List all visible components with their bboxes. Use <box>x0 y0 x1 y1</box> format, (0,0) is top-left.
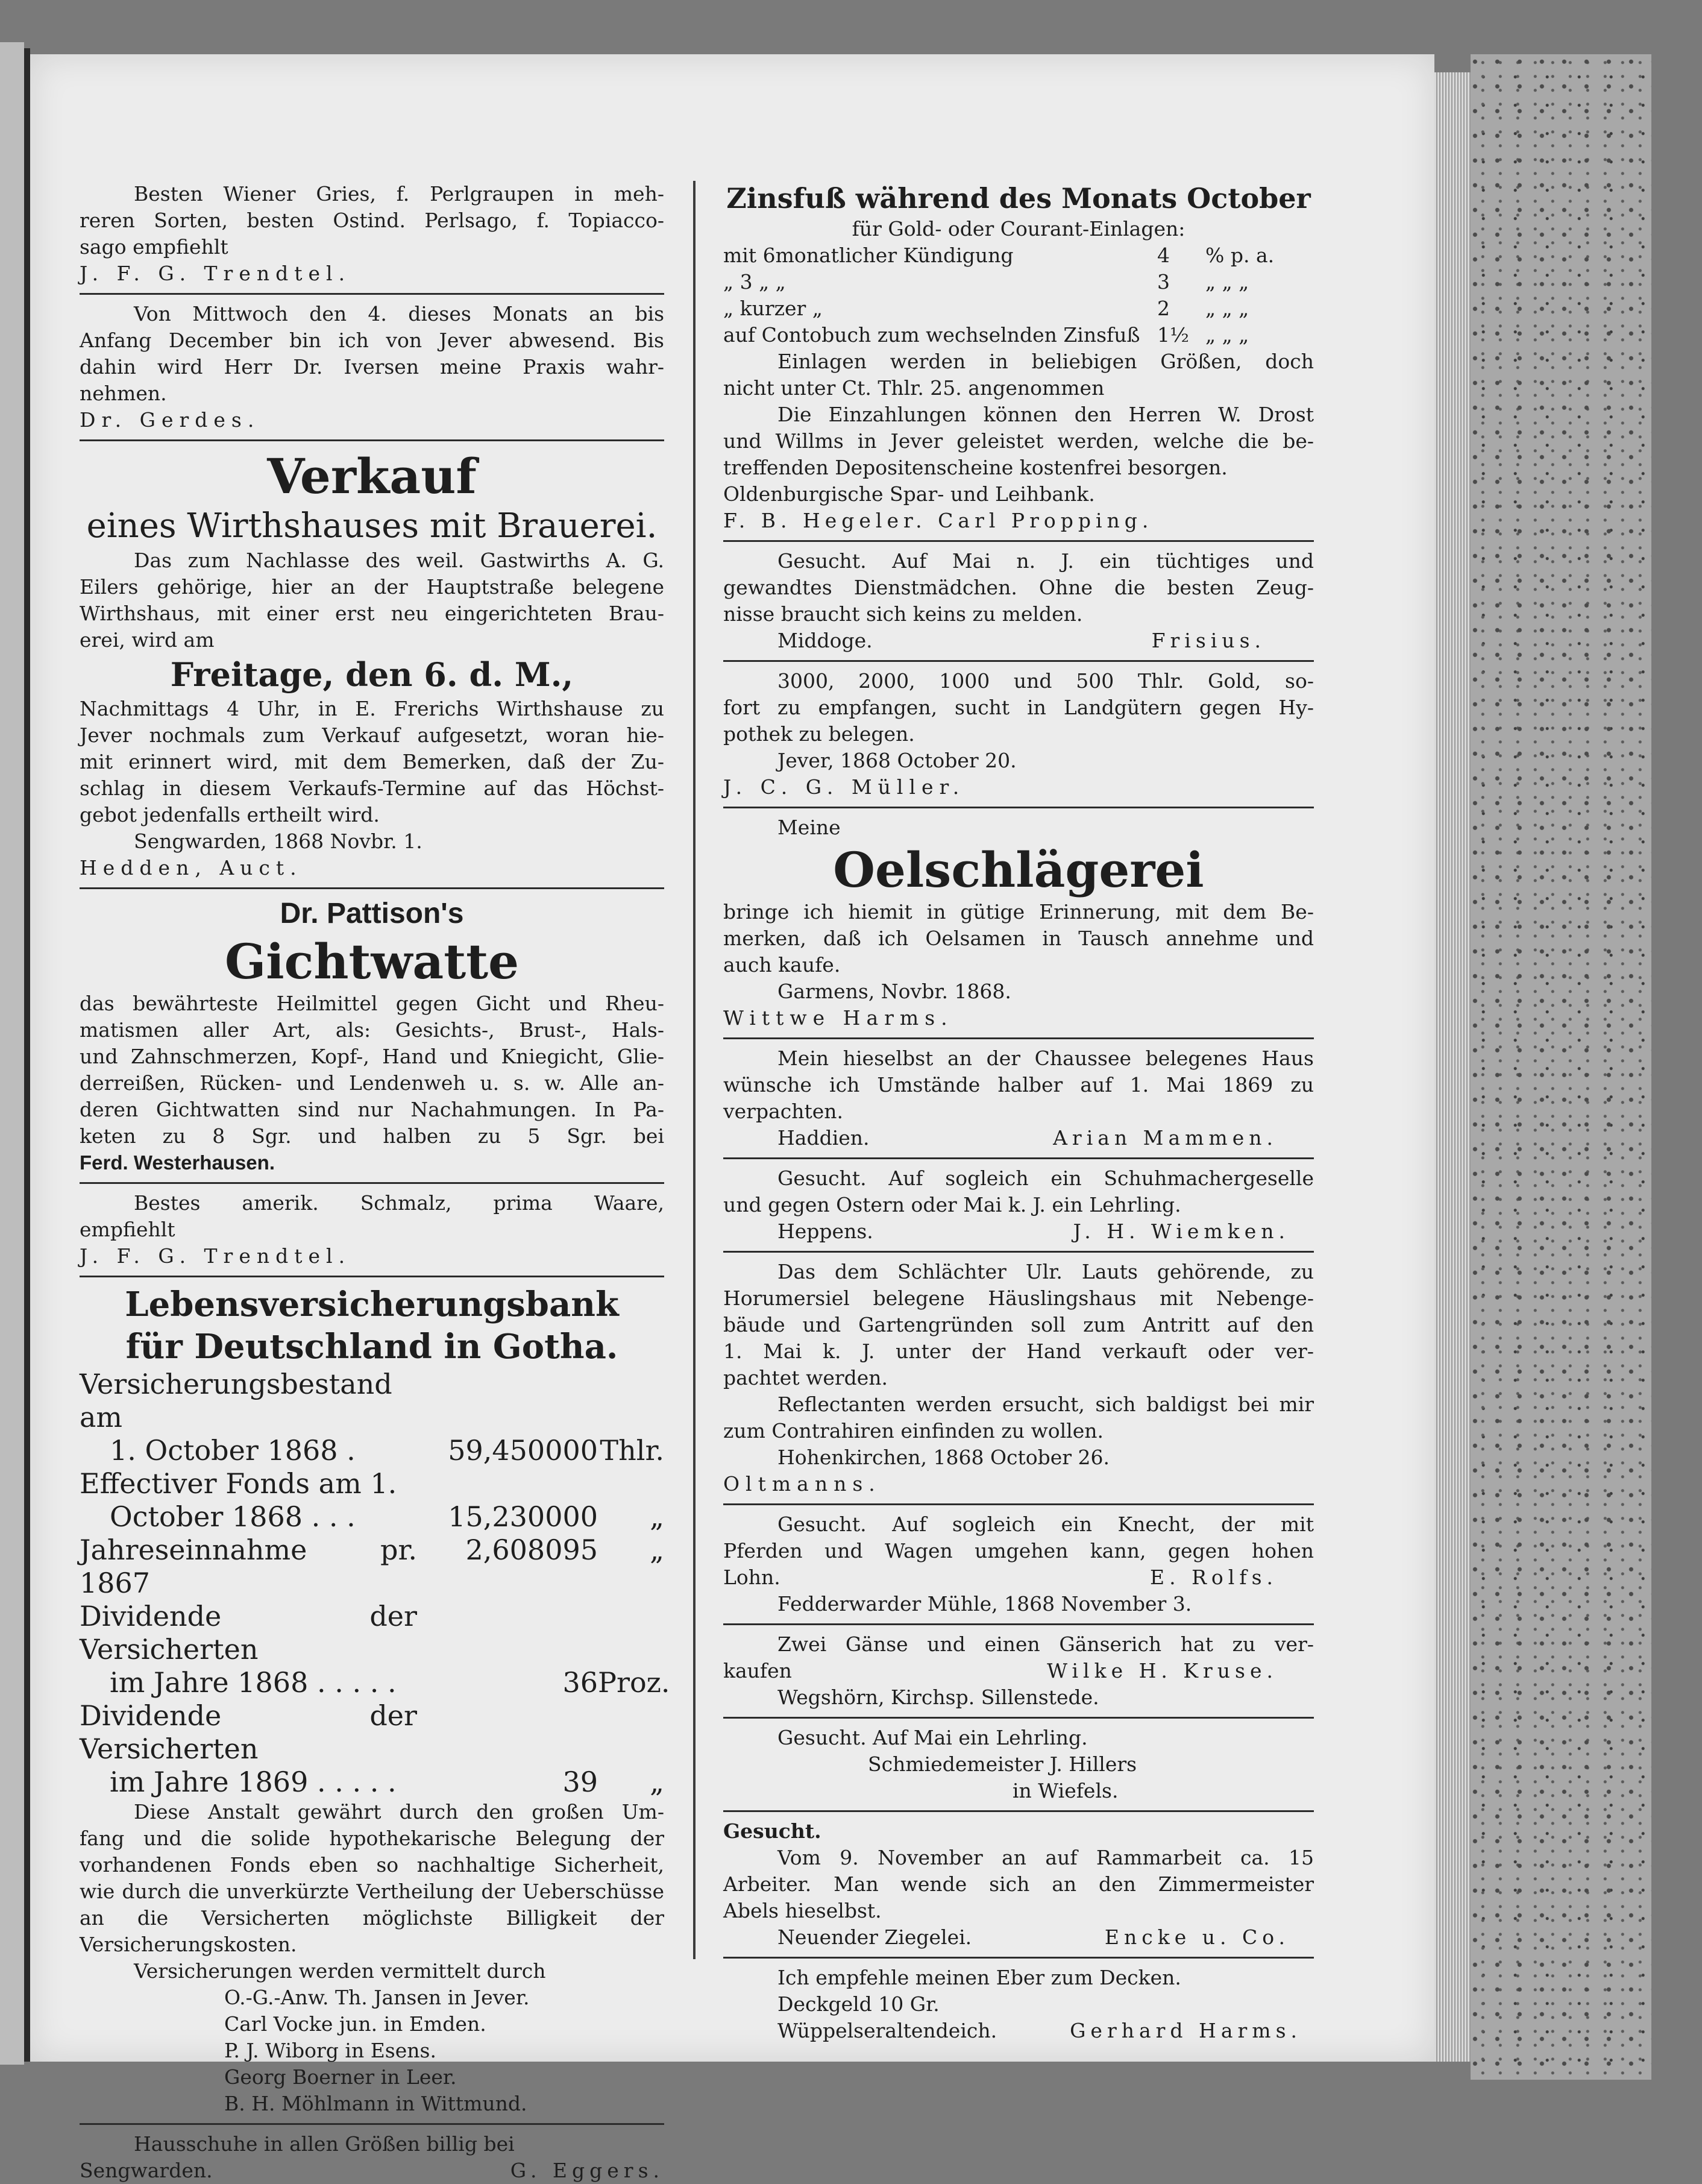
ad-line: Zwei Gänse und einen Gänserich hat zu ver- <box>777 1632 1314 1656</box>
ad-separator <box>80 439 664 441</box>
ad-line: Das dem Schlächter Ulr. Lauts gehörende, zu <box>777 1260 1314 1283</box>
ad-separator <box>723 1623 1314 1625</box>
ad-date-heading: Freitage, den 6. d. M., <box>170 655 574 694</box>
right-column <box>723 181 1314 2044</box>
ad-line: Pferden und Wagen umgehen kann, gegen hohen <box>723 1539 1314 1562</box>
book-cover-edge <box>1471 54 1651 2080</box>
ad-place-date: Jever, 1868 October 20. <box>777 749 1017 772</box>
ad-line: Lohn. <box>723 1566 780 1589</box>
agent-entry: P. J. Wiborg in Esens. <box>224 2039 436 2062</box>
ad-title: Verkauf <box>267 448 477 505</box>
figure-row: im Jahre 1869 . . . . . 39 „ <box>110 1766 664 1798</box>
rate-row: „ 3 „ „ 3 „ „ „ <box>723 270 1249 294</box>
ad-haus-verpachten <box>723 1045 1314 1151</box>
ad-line: nehmen. <box>80 382 167 405</box>
agent-entry: Georg Boerner in Leer. <box>224 2065 457 2089</box>
ad-line: Ich empfehle meinen Eber zum Decken. <box>777 1966 1181 1989</box>
column-divider <box>693 181 696 1959</box>
ad-place-date: Garmens, Novbr. 1868. <box>777 980 1011 1003</box>
ad-title: Gichtwatte <box>224 933 520 990</box>
ad-separator <box>80 1276 664 1277</box>
ad-signature: Gerhard Harms. <box>1070 2019 1302 2042</box>
ad-place: Sengwarden. <box>80 2159 213 2182</box>
ad-line: Versicherungskosten. <box>80 1933 297 1956</box>
ad-separator <box>723 540 1314 542</box>
ad-line: reren Sorten, besten Ostind. Perlsago, f. Topiacco- <box>80 209 664 232</box>
ad-line: 3000, 2000, 1000 und 500 Thlr. Gold, so- <box>777 669 1314 693</box>
ad-separator <box>723 807 1314 808</box>
ad-line: deren Gichtwatten sind nur Nachahmungen. In Pa- <box>80 1098 664 1121</box>
ad-place-date: Fedderwarder Mühle, 1868 November 3. <box>777 1592 1192 1616</box>
ad-line: erei, wird am <box>80 628 215 652</box>
ad-line: Jever nochmals zum Verkauf aufgesetzt, woran hie- <box>80 723 664 747</box>
ad-line: nisse braucht sich keins zu melden. <box>723 602 1083 626</box>
ad-line: Anfang December bin ich von Jever abwesend. Bis <box>80 329 664 352</box>
ad-line: Gesucht. Auf sogleich ein Knecht, der mit <box>777 1512 1314 1536</box>
ad-title: Zinsfuß während des Monats October <box>726 182 1311 215</box>
ad-line: Reflectanten werden ersucht, sich baldigst bei mir <box>777 1393 1314 1416</box>
ad-signature: J. C. G. Müller. <box>723 775 966 799</box>
ad-signature: J. F. G. Trendtel. <box>80 262 351 285</box>
facing-page-strip <box>0 42 24 2065</box>
ad-haeuslingshaus <box>723 1259 1314 1497</box>
page-edges <box>1434 72 1471 2062</box>
ad-line: pachtet werden. <box>723 1366 888 1389</box>
ad-line: empfiehlt <box>80 1218 175 1241</box>
ad-signature: Wittwe Harms. <box>723 1006 953 1030</box>
figure-row: October 1868 . . . 15,230000 „ <box>110 1500 664 1533</box>
ad-line: merken, daß ich Oelsamen in Tausch annehme und <box>723 927 1314 950</box>
ad-signature: Oltmanns. <box>723 1472 881 1496</box>
ad-footer <box>723 1564 1314 1591</box>
ad-line: verpachten. <box>723 1100 844 1123</box>
ad-line: das bewährteste Heilmittel gegen Gicht und Rheu- <box>80 992 664 1015</box>
ad-line: Die Einzahlungen können den Herren W. Drost <box>777 403 1314 426</box>
ad-place-date: Hohenkirchen, 1868 October 26. <box>777 1446 1110 1469</box>
ad-line: Deckgeld 10 Gr. <box>777 1992 940 2016</box>
ad-oelschlaegerei <box>723 814 1314 1031</box>
ad-line: Hausschuhe in allen Größen billig bei <box>134 2132 515 2156</box>
ad-subtitle: für Gold- oder Courant-Einlagen: <box>852 217 1185 241</box>
ad-title: Gesucht. <box>723 1819 821 1843</box>
ad-line: sago empfiehlt <box>80 235 228 259</box>
ad-line: bäude und Gartengründen soll zum Antritt auf den <box>723 1313 1314 1336</box>
figure-row: Effectiver Fonds am 1. <box>80 1467 397 1500</box>
ad-title: Oelschlägerei <box>833 842 1204 898</box>
ad-signature: G. Eggers. <box>510 2159 664 2182</box>
ad-line: Einlagen werden in beliebigen Größen, doch <box>777 350 1314 373</box>
ad-signature: Wilke H. Kruse. <box>1047 1659 1278 1682</box>
ad-signature: F. B. Hegeler. Carl Propping. <box>723 509 1154 532</box>
ad-schmalz <box>80 1190 664 1270</box>
ad-line: Arbeiter. Man wende sich an den Zimmermeister <box>723 1872 1314 1896</box>
ad-pretitle: Meine <box>777 816 841 839</box>
ad-footer <box>723 2018 1314 2044</box>
ad-separator <box>80 293 664 295</box>
ad-verkauf-wirthshaus <box>80 447 664 881</box>
ad-knecht <box>723 1511 1314 1617</box>
ad-footer <box>723 1924 1314 1951</box>
ad-place: Wegshörn, Kirchsp. Sillenstede. <box>777 1685 1099 1709</box>
ad-gaense <box>723 1631 1314 1711</box>
ad-line: Abels hieselbst. <box>723 1899 882 1922</box>
ad-hypothek <box>723 668 1314 801</box>
ad-signature: J. F. G. Trendtel. <box>80 1244 351 1268</box>
ad-line: Vom 9. November an auf Rammarbeit ca. 15 <box>777 1846 1314 1869</box>
ad-line: und Zahnschmerzen, Kopf-, Hand und Kniegicht, Glie- <box>80 1045 664 1068</box>
figure-row: Versicherungsbestand am <box>80 1368 392 1433</box>
ad-signature: Arian Mammen. <box>1053 1126 1278 1150</box>
ad-footer <box>80 2157 664 2184</box>
ad-line: und Willms in Jever geleistet werden, welche die be- <box>723 429 1314 453</box>
ad-signature: Dr. Gerdes. <box>80 408 260 432</box>
ad-gichtwatte <box>80 895 664 1176</box>
ad-line: matismen aller Art, als: Gesichts-, Brust-, Hals- <box>80 1018 664 1042</box>
ad-hausschuhe <box>80 2131 664 2184</box>
ad-separator <box>723 1957 1314 1959</box>
ad-signature: J. H. Wiemken. <box>1073 1219 1290 1243</box>
ad-line: nicht unter Ct. Thlr. 25. angenommen <box>723 376 1105 400</box>
ad-signature: Encke u. Co. <box>1104 1925 1290 1949</box>
ad-line: gewandtes Dienstmädchen. Ohne die besten Zeug- <box>723 576 1314 599</box>
ad-line: auch kaufe. <box>723 953 841 977</box>
ad-separator <box>723 1251 1314 1253</box>
ad-signature-location: in Wiefels. <box>1013 1779 1119 1802</box>
ad-separator <box>723 1503 1314 1505</box>
ad-line: dahin wird Herr Dr. Iversen meine Praxis wahr- <box>80 355 664 379</box>
ad-line: Bestes amerik. Schmalz, prima Waare, <box>134 1191 664 1215</box>
agent-entry: Carl Vocke jun. in Emden. <box>224 2012 486 2036</box>
ad-footer <box>723 628 1314 654</box>
ad-line: Von Mittwoch den 4. dieses Monats an bis <box>134 302 664 326</box>
ad-rammarbeit <box>723 1818 1314 1951</box>
ad-line: treffenden Depositenscheine kostenfrei besorgen. <box>723 456 1228 479</box>
ad-line: Nachmittags 4 Uhr, in E. Frerichs Wirthshause zu <box>80 697 664 720</box>
ad-absence-notice <box>80 301 664 433</box>
figure-row: im Jahre 1868 . . . . . 36 Proz. <box>110 1666 670 1699</box>
ad-line: schlag in diesem Verkaufs-Termine auf das Höchst- <box>80 776 664 800</box>
agent-entry: O.-G.-Anw. Th. Jansen in Jever. <box>224 1986 530 2009</box>
ad-separator <box>80 1182 664 1184</box>
figure-row: Dividende der Versicherten <box>80 1699 417 1765</box>
ad-line: bringe ich hiemit in gütige Erinnerung, mit dem Be- <box>723 900 1314 924</box>
ad-signature: E. Rolfs. <box>1150 1566 1278 1589</box>
ad-place: Wüppelseraltendeich. <box>777 2019 997 2042</box>
ad-line: zum Contrahiren einfinden zu wollen. <box>723 1419 1104 1443</box>
ad-line: fang und die solide hypothekarische Belegung der <box>80 1827 664 1850</box>
left-column <box>80 181 670 2184</box>
ad-line: Gesucht. Auf Mai n. J. ein tüchtiges und <box>777 549 1314 573</box>
ad-line: wie durch die unverkürzte Vertheilung der Ueberschüsse <box>80 1880 664 1903</box>
agent-entry: B. H. Möhlmann in Wittmund. <box>224 2092 527 2115</box>
ad-separator <box>723 1037 1314 1039</box>
ad-place: Neuender Ziegelei. <box>777 1925 972 1949</box>
ad-place: Heppens. <box>777 1219 873 1243</box>
ad-separator <box>80 887 664 889</box>
ad-subtitle: eines Wirthshauses mit Brauerei. <box>86 506 658 546</box>
rate-row: auf Contobuch zum wechselnden Zinsfuß 1½ „ „ „ <box>723 323 1249 347</box>
ad-title: für Deutschland in Gotha. <box>125 1327 618 1367</box>
figure-row: Dividende der Versicherten <box>80 1600 417 1666</box>
ad-line: kaufen <box>723 1659 792 1682</box>
ad-signature: Hedden, Auct. <box>80 856 303 880</box>
ad-separator <box>723 1810 1314 1812</box>
ad-line: Mein hieselbst an der Chaussee belegenes Haus <box>777 1046 1314 1070</box>
ad-line: wünsche ich Umstände halber auf 1. Mai 1869 zu <box>723 1073 1314 1097</box>
ad-line: Eilers gehörige, hier an der Hauptstraße belegene <box>80 575 664 599</box>
insurance-figures <box>80 1368 670 1799</box>
ad-schuhmacher <box>723 1165 1314 1245</box>
ad-separator <box>723 1157 1314 1159</box>
ad-line: fort zu empfangen, sucht in Landgütern gegen Hy- <box>723 696 1314 719</box>
ad-pretitle: Dr. Pattison's <box>280 898 464 930</box>
ad-line: Diese Anstalt gewährt durch den großen Um- <box>134 1800 664 1824</box>
ad-title: Lebensversicherungsbank <box>125 1285 619 1324</box>
ad-line: derreißen, Rücken- und Lendenweh u. s. w. Alle an- <box>80 1071 664 1095</box>
binding-gutter <box>24 48 30 2062</box>
ad-line: und gegen Ostern oder Mai k. J. ein Lehrling. <box>723 1193 1181 1216</box>
ad-eber <box>723 1965 1314 2044</box>
ad-line: Horumersiel belegene Häuslingshaus mit Nebenge- <box>723 1286 1314 1310</box>
ad-zinsfuss <box>723 181 1314 534</box>
ad-signature: Ferd. Westerhausen. <box>80 1151 275 1174</box>
agents-intro: Versicherungen werden vermittelt durch <box>134 1959 546 1983</box>
ad-lehrling <box>723 1725 1314 1804</box>
ad-dienstmaedchen <box>723 548 1314 654</box>
ad-line: mit erinnert wird, mit dem Bemerken, daß der Zu- <box>80 750 664 773</box>
ad-line: Gesucht. Auf Mai ein Lehrling. <box>777 1726 1088 1749</box>
ad-line: keten zu 8 Sgr. und halben zu 5 Sgr. bei <box>80 1124 664 1148</box>
ad-line: vorhandenen Fonds eben so nachhaltige Sicherheit, <box>80 1853 664 1877</box>
figure-row: Jahreseinnahme pr. 1867 2,608095 „ <box>80 1534 664 1599</box>
ad-place-date: Sengwarden, 1868 Novbr. 1. <box>134 829 422 853</box>
ad-place: Haddien. <box>777 1126 870 1150</box>
ad-footer <box>723 1218 1314 1245</box>
ad-signature: Frisius. <box>1151 629 1266 652</box>
ad-line: Das zum Nachlasse des weil. Gastwirths A. G. <box>134 549 664 572</box>
rate-row: mit 6monatlicher Kündigung 4 % p. a. <box>723 244 1275 267</box>
ad-footer <box>723 1658 1314 1684</box>
ad-line: Besten Wiener Gries, f. Perlgraupen in meh- <box>134 182 664 206</box>
ad-wiener-gries <box>80 181 664 287</box>
ad-signature: Schmiedemeister J. Hillers <box>868 1752 1137 1776</box>
ad-footer <box>723 1125 1314 1151</box>
ad-line: an die Versicherten möglichste Billigkeit der <box>80 1906 664 1930</box>
ad-lebensversicherung <box>80 1283 670 2117</box>
ad-line: Gesucht. Auf sogleich ein Schuhmachergeselle <box>777 1166 1314 1190</box>
ad-separator <box>723 1717 1314 1719</box>
ad-bank-name: Oldenburgische Spar- und Leihbank. <box>723 482 1095 506</box>
ad-line: pothek zu belegen. <box>723 722 915 746</box>
ad-line: 1. Mai k. J. unter der Hand verkauft oder ver- <box>723 1339 1314 1363</box>
ad-place: Middoge. <box>777 629 873 652</box>
rate-row: „ kurzer „ 2 „ „ „ <box>723 297 1249 320</box>
ad-separator <box>723 660 1314 662</box>
figure-row: 1. October 1868 . 59,450000 Thlr. <box>110 1434 664 1467</box>
ad-line: gebot jedenfalls ertheilt wird. <box>80 803 380 826</box>
ad-line: Wirthshaus, mit einer erst neu eingerichteten Brau- <box>80 602 664 625</box>
